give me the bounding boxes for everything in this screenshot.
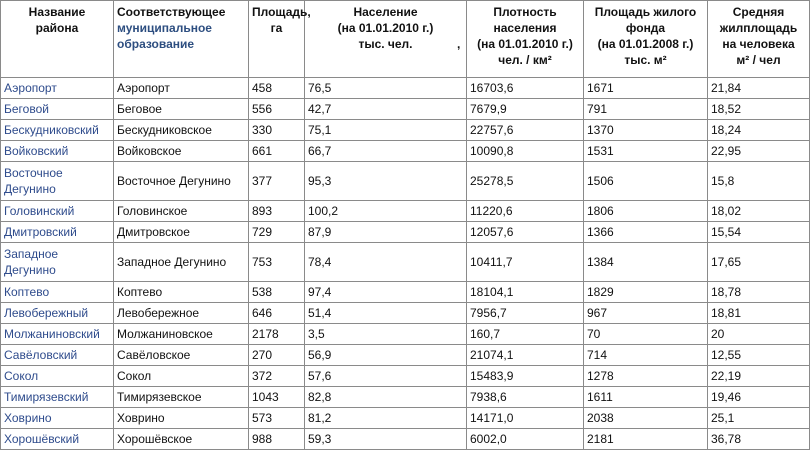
header-municipality: Соответствующее муниципальное образование (114, 1, 249, 78)
average-living-cell: 17,65 (708, 243, 810, 282)
municipality-cell: Савёловское (114, 345, 249, 366)
area-cell: 2178 (249, 324, 305, 345)
average-living-cell: 36,78 (708, 429, 810, 450)
municipality-cell: Ховрино (114, 408, 249, 429)
density-cell: 14171,0 (467, 408, 584, 429)
district-name-cell[interactable]: Головинский (1, 201, 114, 222)
header-row (1, 1, 810, 78)
district-name-cell[interactable]: Ховрино (1, 408, 114, 429)
living-area-cell: 1671 (584, 78, 708, 99)
table-row (1, 345, 810, 366)
density-cell: 18104,1 (467, 282, 584, 303)
area-cell: 729 (249, 222, 305, 243)
municipality-cell: Молжаниновское (114, 324, 249, 345)
population-cell: 87,9 (305, 222, 467, 243)
living-area-cell: 1531 (584, 141, 708, 162)
density-cell: 7956,7 (467, 303, 584, 324)
density-header-mark: , (457, 37, 461, 51)
density-cell: 10090,8 (467, 141, 584, 162)
district-name-cell[interactable]: Войковский (1, 141, 114, 162)
area-cell: 330 (249, 120, 305, 141)
population-cell: 56,9 (305, 345, 467, 366)
average-living-cell: 18,78 (708, 282, 810, 303)
table-row (1, 408, 810, 429)
municipality-cell: Бескудниковское (114, 120, 249, 141)
area-cell: 988 (249, 429, 305, 450)
municipality-cell: Головинское (114, 201, 249, 222)
table-row (1, 120, 810, 141)
living-area-cell: 2038 (584, 408, 708, 429)
municipality-cell: Войковское (114, 141, 249, 162)
area-cell: 270 (249, 345, 305, 366)
living-area-cell: 1506 (584, 162, 708, 201)
district-name-cell[interactable]: Бескудниковский (1, 120, 114, 141)
density-cell: 12057,6 (467, 222, 584, 243)
density-cell: 7938,6 (467, 387, 584, 408)
district-name-cell[interactable]: Коптево (1, 282, 114, 303)
population-cell: 57,6 (305, 366, 467, 387)
header-population: Население (на 01.01.2010 г.) тыс. чел. (305, 1, 467, 78)
district-name-cell[interactable]: Молжаниновский (1, 324, 114, 345)
district-name-cell[interactable]: Дмитровский (1, 222, 114, 243)
district-name-cell[interactable]: Сокол (1, 366, 114, 387)
average-living-cell: 18,02 (708, 201, 810, 222)
living-area-cell: 1384 (584, 243, 708, 282)
table-body (1, 78, 810, 450)
table-row (1, 243, 810, 282)
table-row (1, 303, 810, 324)
district-name-cell[interactable]: Хорошёвский (1, 429, 114, 450)
municipality-cell: Коптево (114, 282, 249, 303)
population-cell: 75,1 (305, 120, 467, 141)
table-row (1, 78, 810, 99)
average-living-cell: 18,24 (708, 120, 810, 141)
header-average-living: Средняя жилплощадь на человека м² / чел (708, 1, 810, 78)
table-row (1, 222, 810, 243)
average-living-cell: 22,19 (708, 366, 810, 387)
municipality-cell: Сокол (114, 366, 249, 387)
district-name-cell[interactable]: Западное Дегунино (1, 243, 114, 282)
table-row (1, 366, 810, 387)
area-cell: 458 (249, 78, 305, 99)
population-cell: 42,7 (305, 99, 467, 120)
municipality-cell: Дмитровское (114, 222, 249, 243)
district-name-cell[interactable]: Тимирязевский (1, 387, 114, 408)
density-cell: 16703,6 (467, 78, 584, 99)
living-area-cell: 1366 (584, 222, 708, 243)
table-row (1, 99, 810, 120)
area-cell: 573 (249, 408, 305, 429)
density-cell: 21074,1 (467, 345, 584, 366)
population-cell: 66,7 (305, 141, 467, 162)
municipality-cell: Тимирязевское (114, 387, 249, 408)
density-cell: 25278,5 (467, 162, 584, 201)
living-area-cell: 1806 (584, 201, 708, 222)
living-area-cell: 967 (584, 303, 708, 324)
average-living-cell: 20 (708, 324, 810, 345)
district-name-cell[interactable]: Восточное Дегунино (1, 162, 114, 201)
population-cell: 82,8 (305, 387, 467, 408)
density-cell: 7679,9 (467, 99, 584, 120)
municipality-cell: Беговое (114, 99, 249, 120)
table-row (1, 201, 810, 222)
average-living-cell: 15,54 (708, 222, 810, 243)
municipality-cell: Хорошёвское (114, 429, 249, 450)
living-area-cell: 1611 (584, 387, 708, 408)
population-cell: 100,2 (305, 201, 467, 222)
density-cell: 10411,7 (467, 243, 584, 282)
district-name-cell[interactable]: Савёловский (1, 345, 114, 366)
area-cell: 1043 (249, 387, 305, 408)
area-cell: 377 (249, 162, 305, 201)
population-cell: 3,5 (305, 324, 467, 345)
table-row (1, 162, 810, 201)
density-cell: 22757,6 (467, 120, 584, 141)
header-living-area: Площадь жилого фонда (на 01.01.2008 г.) тыс. м² (584, 1, 708, 78)
municipality-cell: Восточное Дегунино (114, 162, 249, 201)
average-living-cell: 18,52 (708, 99, 810, 120)
population-cell: 81,2 (305, 408, 467, 429)
density-cell: 15483,9 (467, 366, 584, 387)
municipality-cell: Аэропорт (114, 78, 249, 99)
area-cell: 372 (249, 366, 305, 387)
header-density: Плотность населения (на 01.01.2010 г.) чел. / км² (467, 1, 584, 78)
living-area-cell: 791 (584, 99, 708, 120)
living-area-cell: 1370 (584, 120, 708, 141)
header-district-name: Название района (1, 1, 114, 78)
average-living-cell: 22,95 (708, 141, 810, 162)
area-cell: 661 (249, 141, 305, 162)
density-cell: 6002,0 (467, 429, 584, 450)
district-name-cell[interactable]: Аэропорт (1, 78, 114, 99)
area-cell: 753 (249, 243, 305, 282)
average-living-cell: 19,46 (708, 387, 810, 408)
population-cell: 51,4 (305, 303, 467, 324)
table-row (1, 429, 810, 450)
district-name-cell[interactable]: Беговой (1, 99, 114, 120)
area-cell: 646 (249, 303, 305, 324)
density-cell: 11220,6 (467, 201, 584, 222)
area-cell: 893 (249, 201, 305, 222)
table-row (1, 324, 810, 345)
district-name-cell[interactable]: Левобережный (1, 303, 114, 324)
average-living-cell: 12,55 (708, 345, 810, 366)
municipality-cell: Левобережное (114, 303, 249, 324)
table-row (1, 387, 810, 408)
area-cell: 538 (249, 282, 305, 303)
municipality-cell: Западное Дегунино (114, 243, 249, 282)
living-area-cell: 1278 (584, 366, 708, 387)
population-cell: 95,3 (305, 162, 467, 201)
living-area-cell: 714 (584, 345, 708, 366)
table-row (1, 141, 810, 162)
living-area-cell: 2181 (584, 429, 708, 450)
density-cell: 160,7 (467, 324, 584, 345)
header-area: Площадь, га (249, 1, 305, 78)
area-cell: 556 (249, 99, 305, 120)
population-cell: 97,4 (305, 282, 467, 303)
population-cell: 59,3 (305, 429, 467, 450)
living-area-cell: 1829 (584, 282, 708, 303)
average-living-cell: 21,84 (708, 78, 810, 99)
average-living-cell: 15,8 (708, 162, 810, 201)
population-cell: 76,5 (305, 78, 467, 99)
table-row (1, 282, 810, 303)
population-cell: 78,4 (305, 243, 467, 282)
living-area-cell: 70 (584, 324, 708, 345)
average-living-cell: 25,1 (708, 408, 810, 429)
average-living-cell: 18,81 (708, 303, 810, 324)
